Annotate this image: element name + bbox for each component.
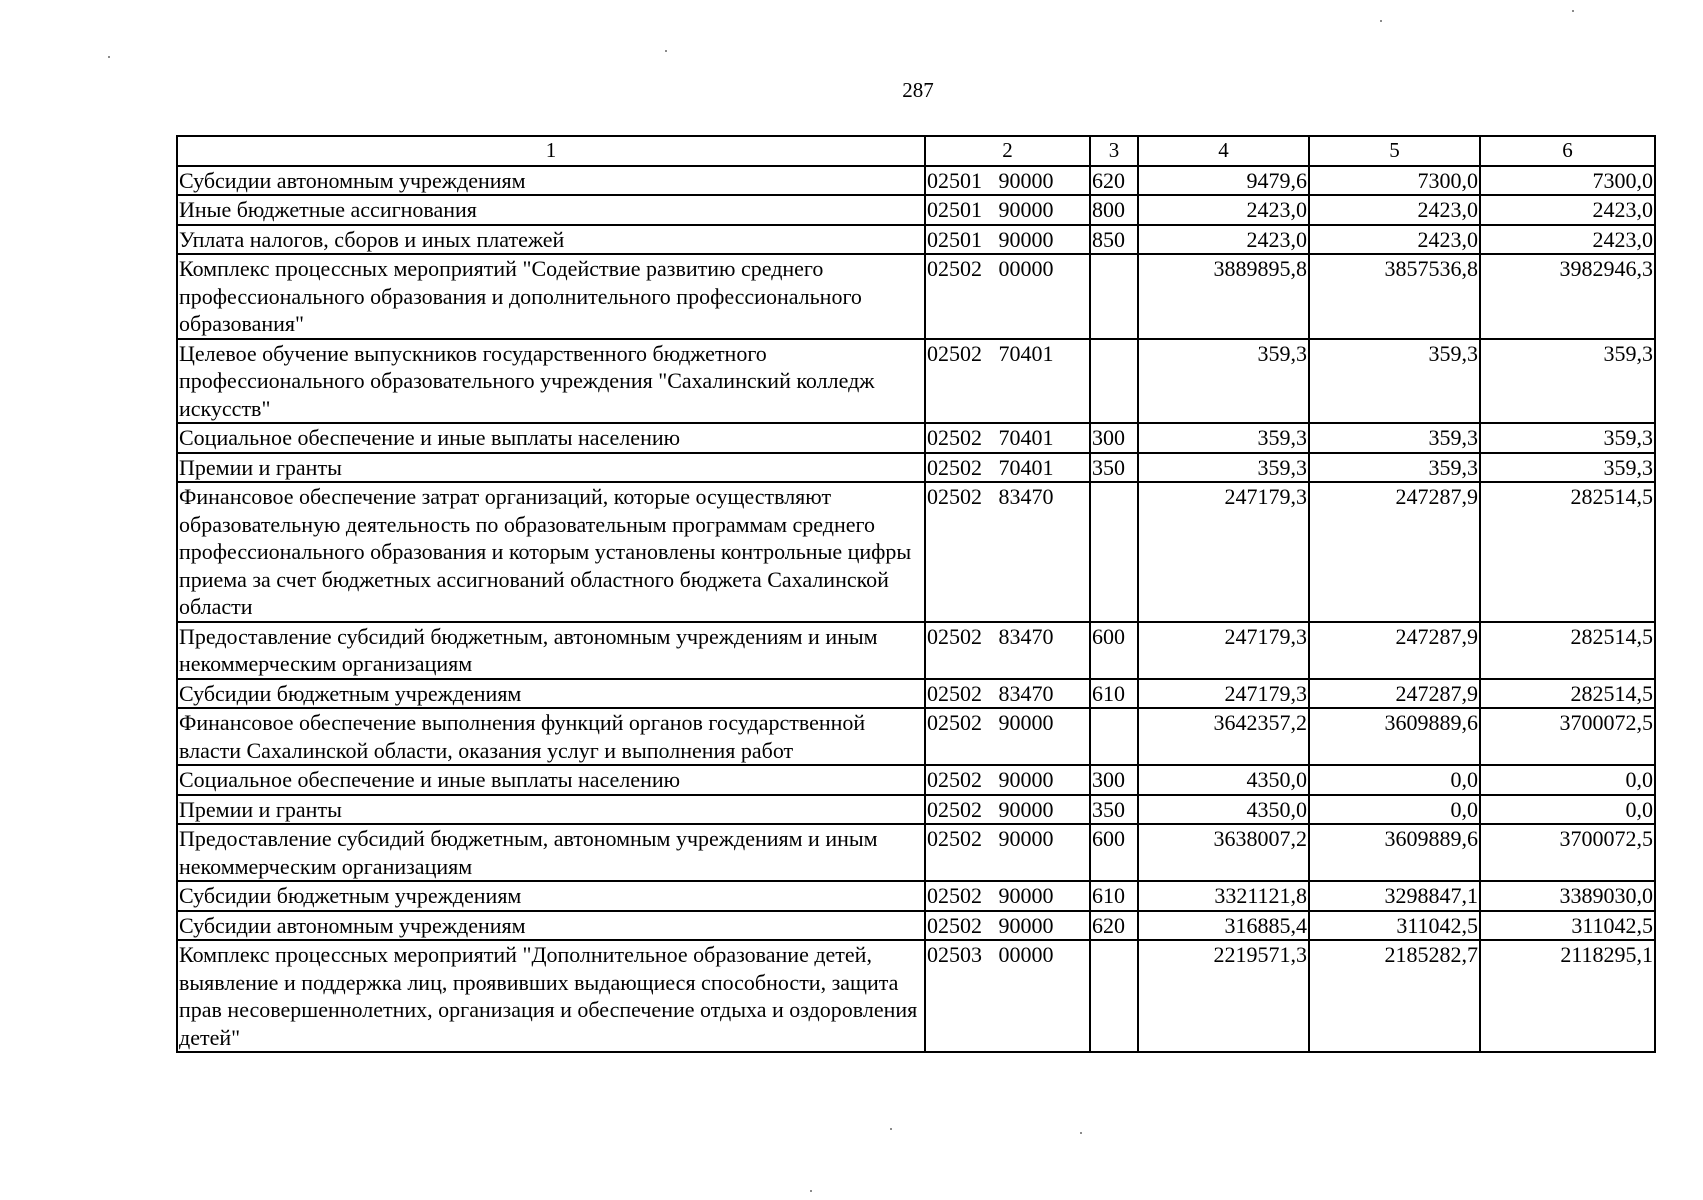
table-row bbox=[177, 166, 1655, 196]
scan-speck bbox=[108, 56, 110, 58]
row-type bbox=[1090, 482, 1138, 622]
row-value-4: 4350,0 bbox=[1138, 795, 1309, 825]
table-row bbox=[177, 708, 1655, 765]
row-value-6: 359,3 bbox=[1480, 423, 1655, 453]
column-header: 5 bbox=[1309, 136, 1480, 166]
row-value-6: 3700072,5 bbox=[1480, 824, 1655, 881]
row-code: 02502 70401 bbox=[925, 453, 1090, 483]
row-type: 300 bbox=[1090, 423, 1138, 453]
column-header: 3 bbox=[1090, 136, 1138, 166]
row-value-6: 7300,0 bbox=[1480, 166, 1655, 196]
table-row bbox=[177, 679, 1655, 709]
row-code: 02502 90000 bbox=[925, 824, 1090, 881]
row-value-5: 3609889,6 bbox=[1309, 824, 1480, 881]
row-value-5: 2423,0 bbox=[1309, 195, 1480, 225]
row-name: Предоставление субсидий бюджетным, автономным учреждениям и иным некоммерческим организациям bbox=[177, 622, 925, 679]
row-code: 02501 90000 bbox=[925, 195, 1090, 225]
column-header: 2 bbox=[925, 136, 1090, 166]
row-value-5: 359,3 bbox=[1309, 423, 1480, 453]
row-code: 02502 70401 bbox=[925, 339, 1090, 424]
row-value-5: 3609889,6 bbox=[1309, 708, 1480, 765]
row-value-5: 359,3 bbox=[1309, 453, 1480, 483]
row-type: 350 bbox=[1090, 453, 1138, 483]
row-value-5: 7300,0 bbox=[1309, 166, 1480, 196]
scan-speck bbox=[810, 1190, 812, 1192]
scan-speck bbox=[890, 1128, 892, 1130]
row-value-6: 0,0 bbox=[1480, 765, 1655, 795]
page-number: 287 bbox=[902, 78, 934, 102]
row-type bbox=[1090, 254, 1138, 339]
row-value-4: 359,3 bbox=[1138, 339, 1309, 424]
table-row bbox=[177, 254, 1655, 339]
column-header: 6 bbox=[1480, 136, 1655, 166]
table-row bbox=[177, 795, 1655, 825]
row-type: 620 bbox=[1090, 166, 1138, 196]
scan-speck bbox=[1572, 10, 1574, 12]
row-code: 02502 70401 bbox=[925, 423, 1090, 453]
row-type: 610 bbox=[1090, 679, 1138, 709]
row-value-5: 0,0 bbox=[1309, 765, 1480, 795]
row-code: 02501 90000 bbox=[925, 225, 1090, 255]
row-value-5: 311042,5 bbox=[1309, 911, 1480, 941]
row-code: 02502 90000 bbox=[925, 795, 1090, 825]
budget-table bbox=[176, 135, 1656, 1053]
row-name: Субсидии автономным учреждениям bbox=[177, 166, 925, 196]
row-code: 02502 83470 bbox=[925, 622, 1090, 679]
row-value-6: 282514,5 bbox=[1480, 679, 1655, 709]
scan-speck bbox=[1380, 20, 1382, 22]
table-row bbox=[177, 195, 1655, 225]
row-code: 02502 90000 bbox=[925, 911, 1090, 941]
row-name: Субсидии автономным учреждениям bbox=[177, 911, 925, 941]
table-row bbox=[177, 225, 1655, 255]
row-type: 600 bbox=[1090, 622, 1138, 679]
row-type bbox=[1090, 339, 1138, 424]
row-value-5: 2185282,7 bbox=[1309, 940, 1480, 1052]
table-row bbox=[177, 423, 1655, 453]
row-value-5: 247287,9 bbox=[1309, 679, 1480, 709]
row-name: Уплата налогов, сборов и иных платежей bbox=[177, 225, 925, 255]
row-value-6: 282514,5 bbox=[1480, 622, 1655, 679]
row-name: Финансовое обеспечение затрат организаций, которые осуществляют образовательную деятельность по образовательным программам среднего профессионального образования и которым установлены контрольные цифры приема за счет бюджетных ассигнований областного бюджета Сахалинской области bbox=[177, 482, 925, 622]
row-value-6: 311042,5 bbox=[1480, 911, 1655, 941]
row-name: Иные бюджетные ассигнования bbox=[177, 195, 925, 225]
row-value-4: 2423,0 bbox=[1138, 195, 1309, 225]
row-value-6: 359,3 bbox=[1480, 339, 1655, 424]
row-type: 350 bbox=[1090, 795, 1138, 825]
row-code: 02502 83470 bbox=[925, 482, 1090, 622]
row-value-5: 359,3 bbox=[1309, 339, 1480, 424]
row-name: Субсидии бюджетным учреждениям bbox=[177, 679, 925, 709]
row-type bbox=[1090, 940, 1138, 1052]
row-type: 620 bbox=[1090, 911, 1138, 941]
row-value-6: 2118295,1 bbox=[1480, 940, 1655, 1052]
table-row bbox=[177, 482, 1655, 622]
row-value-4: 316885,4 bbox=[1138, 911, 1309, 941]
row-name: Социальное обеспечение и иные выплаты населению bbox=[177, 765, 925, 795]
table-row bbox=[177, 339, 1655, 424]
row-name: Премии и гранты bbox=[177, 453, 925, 483]
row-value-4: 3321121,8 bbox=[1138, 881, 1309, 911]
row-value-6: 282514,5 bbox=[1480, 482, 1655, 622]
row-value-6: 2423,0 bbox=[1480, 195, 1655, 225]
row-value-4: 3638007,2 bbox=[1138, 824, 1309, 881]
row-value-4: 359,3 bbox=[1138, 423, 1309, 453]
row-name: Социальное обеспечение и иные выплаты населению bbox=[177, 423, 925, 453]
row-type: 610 bbox=[1090, 881, 1138, 911]
row-code: 02502 90000 bbox=[925, 708, 1090, 765]
row-code: 02502 00000 bbox=[925, 254, 1090, 339]
table-row bbox=[177, 911, 1655, 941]
row-value-4: 3642357,2 bbox=[1138, 708, 1309, 765]
row-value-4: 247179,3 bbox=[1138, 622, 1309, 679]
column-header: 1 bbox=[177, 136, 925, 166]
table-row bbox=[177, 824, 1655, 881]
row-name: Премии и гранты bbox=[177, 795, 925, 825]
row-value-4: 4350,0 bbox=[1138, 765, 1309, 795]
table-row bbox=[177, 453, 1655, 483]
row-name: Предоставление субсидий бюджетным, автономным учреждениям и иным некоммерческим организациям bbox=[177, 824, 925, 881]
row-name: Комплекс процессных мероприятий "Содействие развитию среднего профессионального образования и дополнительного профессионального образования" bbox=[177, 254, 925, 339]
row-type: 800 bbox=[1090, 195, 1138, 225]
row-value-4: 3889895,8 bbox=[1138, 254, 1309, 339]
row-value-6: 0,0 bbox=[1480, 795, 1655, 825]
row-value-4: 359,3 bbox=[1138, 453, 1309, 483]
row-name: Комплекс процессных мероприятий "Дополнительное образование детей, выявление и поддержка лиц, проявивших выдающиеся способности, защита прав несовершеннолетних, организация и обеспечение отдыха и оздоровления детей" bbox=[177, 940, 925, 1052]
scan-speck bbox=[1080, 1132, 1082, 1134]
row-value-6: 3389030,0 bbox=[1480, 881, 1655, 911]
row-name: Финансовое обеспечение выполнения функций органов государственной власти Сахалинской области, оказания услуг и выполнения работ bbox=[177, 708, 925, 765]
row-value-5: 0,0 bbox=[1309, 795, 1480, 825]
row-value-6: 3700072,5 bbox=[1480, 708, 1655, 765]
row-value-6: 3982946,3 bbox=[1480, 254, 1655, 339]
table-row bbox=[177, 622, 1655, 679]
table-row bbox=[177, 881, 1655, 911]
row-code: 02501 90000 bbox=[925, 166, 1090, 196]
row-value-5: 247287,9 bbox=[1309, 482, 1480, 622]
row-value-4: 2423,0 bbox=[1138, 225, 1309, 255]
table-row bbox=[177, 940, 1655, 1052]
row-type: 600 bbox=[1090, 824, 1138, 881]
row-value-4: 9479,6 bbox=[1138, 166, 1309, 196]
table-row bbox=[177, 765, 1655, 795]
row-value-5: 3857536,8 bbox=[1309, 254, 1480, 339]
row-code: 02502 90000 bbox=[925, 765, 1090, 795]
header-row bbox=[177, 136, 1655, 166]
row-type: 300 bbox=[1090, 765, 1138, 795]
row-value-4: 2219571,3 bbox=[1138, 940, 1309, 1052]
row-value-4: 247179,3 bbox=[1138, 679, 1309, 709]
row-value-5: 3298847,1 bbox=[1309, 881, 1480, 911]
row-value-6: 2423,0 bbox=[1480, 225, 1655, 255]
scan-speck bbox=[665, 50, 667, 52]
row-value-6: 359,3 bbox=[1480, 453, 1655, 483]
row-type bbox=[1090, 708, 1138, 765]
column-header: 4 bbox=[1138, 136, 1309, 166]
row-code: 02503 00000 bbox=[925, 940, 1090, 1052]
row-type: 850 bbox=[1090, 225, 1138, 255]
row-value-4: 247179,3 bbox=[1138, 482, 1309, 622]
row-value-5: 2423,0 bbox=[1309, 225, 1480, 255]
row-name: Субсидии бюджетным учреждениям bbox=[177, 881, 925, 911]
row-code: 02502 83470 bbox=[925, 679, 1090, 709]
row-name: Целевое обучение выпускников государственного бюджетного профессионального образовательного учреждения "Сахалинский колледж искусств" bbox=[177, 339, 925, 424]
row-code: 02502 90000 bbox=[925, 881, 1090, 911]
row-value-5: 247287,9 bbox=[1309, 622, 1480, 679]
